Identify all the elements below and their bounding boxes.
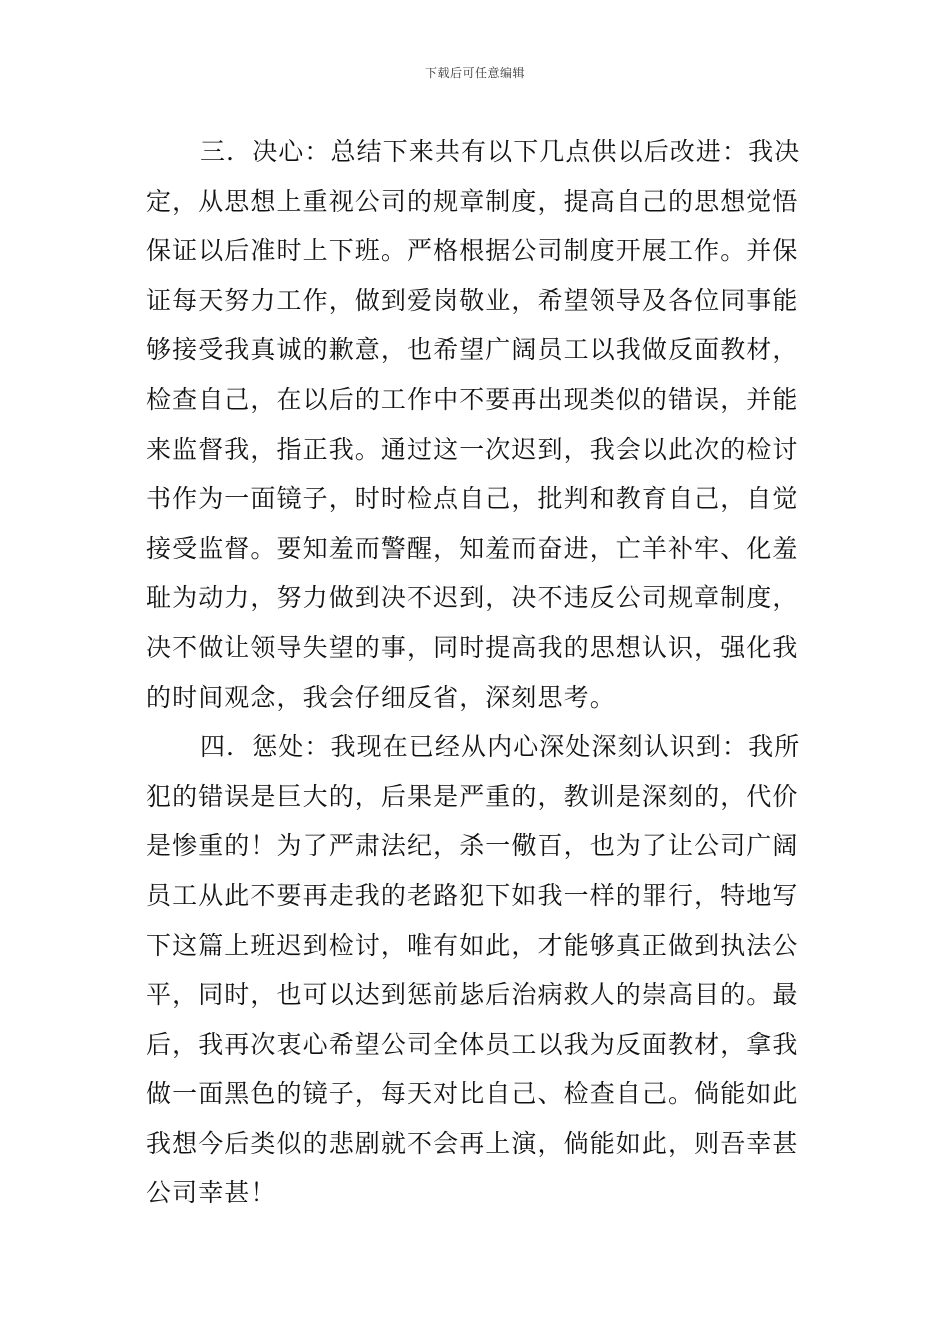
paragraph-line: 平，同时，也可以达到惩前毖后治病救人的崇高目的。最 xyxy=(146,980,799,1010)
paragraph-line: 公司幸甚！ xyxy=(146,1178,277,1208)
document-body xyxy=(146,127,808,1218)
paragraph-line: 三．决心：总结下来共有以下几点供以后改进：我决 xyxy=(200,137,801,166)
paragraph-line: 证每天努力工作，做到爱岗敬业，希望领导及各位同事能 xyxy=(146,285,799,315)
paragraph-line: 来监督我，指正我。通过这一次迟到，我会以此次的检讨 xyxy=(146,434,799,464)
paragraph-line: 保证以后准时上下班。严格根据公司制度开展工作。并保 xyxy=(146,236,799,266)
paragraph-line: 书作为一面镜子，时时检点自己，批判和教育自己，自觉 xyxy=(146,484,799,514)
paragraph-line: 接受监督。要知羞而警醒，知羞而奋进，亡羊补牢、化羞 xyxy=(146,533,799,563)
paragraph-resolution xyxy=(146,127,808,722)
page-header: 下载后可任意编辑 xyxy=(424,66,525,80)
paragraph-line: 做一面黑色的镜子，每天对比自己、检查自己。倘能如此 xyxy=(146,1079,799,1109)
paragraph-line: 定，从思想上重视公司的规章制度，提高自己的思想觉悟 xyxy=(146,186,799,216)
paragraph-line: 够接受我真诚的歉意，也希望广阔员工以我做反面教材， xyxy=(146,335,799,365)
paragraph-line: 的时间观念，我会仔细反省，深刻思考。 xyxy=(146,682,616,712)
paragraph-line: 下这篇上班迟到检讨，唯有如此，才能够真正做到执法公 xyxy=(146,930,799,960)
paragraph-line: 后，我再次衷心希望公司全体员工以我为反面教材，拿我 xyxy=(146,1029,799,1059)
paragraph-line: 犯的错误是巨大的，后果是严重的，教训是深刻的，代价 xyxy=(146,781,799,811)
paragraph-line: 员工从此不要再走我的老路犯下如我一样的罪行，特地写 xyxy=(146,880,799,910)
paragraph-line: 是惨重的！为了严肃法纪，杀一儆百，也为了让公司广阔 xyxy=(146,831,799,861)
paragraph-line: 四．惩处：我现在已经从内心深处深刻认识到：我所 xyxy=(200,732,801,762)
paragraph-line: 检查自己，在以后的工作中不要再出现类似的错误，并能 xyxy=(146,384,799,414)
paragraph-line: 决不做让领导失望的事，同时提高我的思想认识，强化我 xyxy=(146,632,799,662)
paragraph-line: 我想今后类似的悲剧就不会再上演，倘能如此，则吾幸甚 xyxy=(146,1128,799,1158)
paragraph-line: 耻为动力，努力做到决不迟到，决不违反公司规章制度， xyxy=(146,583,799,613)
paragraph-punishment xyxy=(146,722,808,1218)
